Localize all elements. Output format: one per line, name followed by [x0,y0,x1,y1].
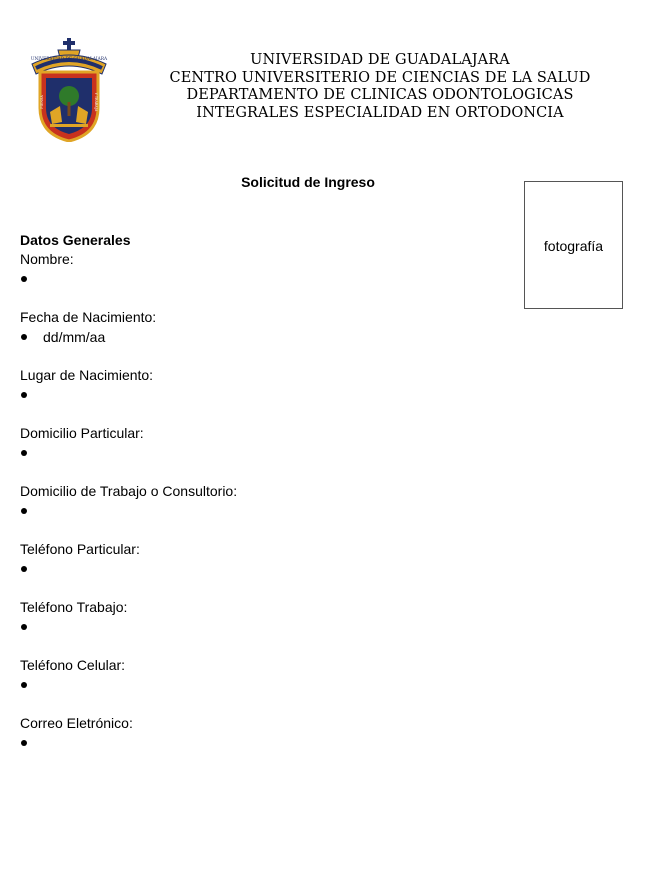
field-label: Teléfono Celular: [20,657,126,673]
bullet-icon [21,566,27,572]
photo-placeholder-box [524,181,623,309]
field-lugar-nacimiento [20,366,500,405]
field-nombre [20,250,500,289]
bullet-icon [21,682,27,688]
university-crest-logo [30,38,108,142]
field-telefono-trabajo [20,598,500,637]
field-label: Teléfono Trabajo: [20,599,128,615]
field-value-line[interactable] [20,327,500,347]
section-heading: Datos Generales [20,232,131,248]
svg-text:Y TRABAJA: Y TRABAJA [94,92,98,112]
bullet-icon [21,624,27,630]
header-line-department: DEPARTAMENTO DE CLINICAS ODONTOLOGICAS [186,87,574,103]
field-domicilio-particular [20,424,500,463]
field-value-line[interactable] [20,733,500,753]
field-label: Domicilio Particular: [20,425,144,441]
field-label: Fecha de Nacimiento: [20,309,157,325]
field-value-line[interactable] [20,501,500,521]
header-line-specialty: INTEGRALES ESPECIALIDAD EN ORTODONCIA [196,104,564,121]
field-value-line[interactable] [20,385,500,405]
header-line-center: CENTRO UNIVERSITERIO DE CIENCIAS DE LA SALUD [169,69,591,86]
field-label: Nombre: [20,251,74,267]
bullet-icon [21,334,27,340]
svg-text:PIENSA: PIENSA [40,95,44,109]
field-label: Domicilio de Trabajo o Consultorio: [20,483,238,499]
bullet-icon [21,450,27,456]
field-value-line[interactable] [20,269,500,289]
bullet-icon [21,508,27,514]
header-line-university: UNIVERSIDAD DE GUADALAJARA [250,52,510,68]
bullet-icon [21,276,27,282]
field-value-line[interactable] [20,443,500,463]
field-telefono-celular [20,656,500,695]
photo-label: fotografía [543,238,604,254]
field-value-line[interactable] [20,559,500,579]
field-fecha-nacimiento [20,308,500,347]
field-value-line[interactable] [20,675,500,695]
bullet-icon [21,392,27,398]
field-label: Lugar de Nacimiento: [20,367,154,383]
field-telefono-particular [20,540,500,579]
general-data-section [20,230,500,772]
field-label: Correo Eletrónico: [20,715,133,731]
field-domicilio-trabajo [20,482,500,521]
field-correo-electronico [20,714,500,753]
field-label: Teléfono Particular: [20,541,140,557]
field-value-line[interactable] [20,617,500,637]
form-title: Solicitud de Ingreso [241,174,375,190]
svg-text:UNIVERSIDAD DE GUADALAJARA: UNIVERSIDAD DE GUADALAJARA [30,57,108,62]
field-value: dd/mm/aa [43,329,106,345]
bullet-icon [21,740,27,746]
institution-header [150,52,610,122]
